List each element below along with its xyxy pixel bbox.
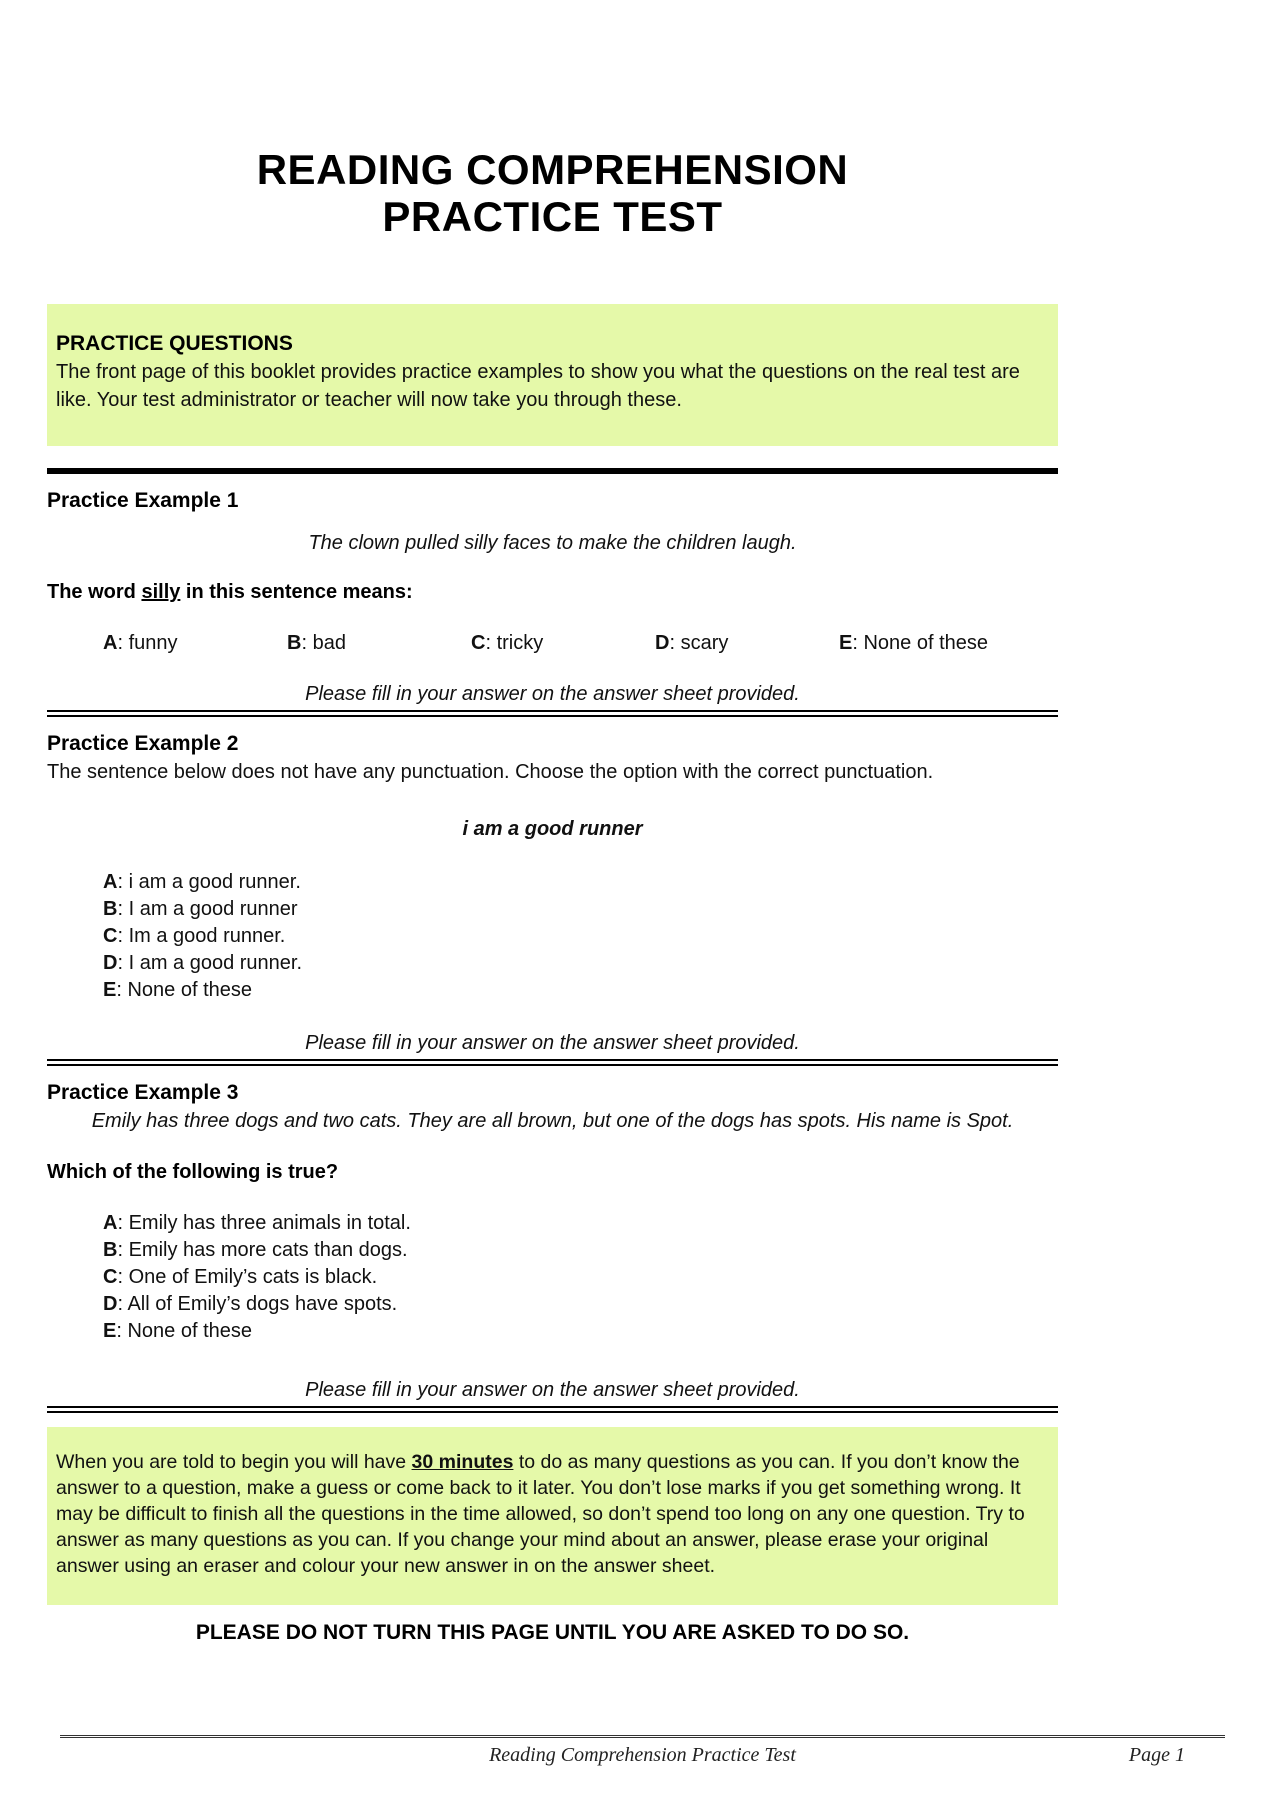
option-separator: : bbox=[669, 632, 681, 654]
option-letter: C bbox=[471, 632, 486, 654]
practice-example-1 bbox=[47, 488, 1058, 708]
instructions-text-before: When you are told to begin you will have bbox=[56, 1451, 412, 1473]
option-text: tricky bbox=[496, 632, 544, 654]
option-d bbox=[103, 1291, 1058, 1318]
option-text: scary bbox=[680, 632, 729, 654]
option-text: One of Emily’s cats is black. bbox=[128, 1266, 378, 1288]
example-2-answer-note: Please fill in your answer on the answer sheet provided. bbox=[305, 1032, 800, 1054]
option-separator: : bbox=[117, 632, 129, 654]
footer-document-title: Reading Comprehension Practice Test bbox=[489, 1744, 796, 1766]
option-separator: : bbox=[117, 952, 129, 974]
example-2-stimulus: i am a good runner bbox=[462, 818, 643, 840]
option-letter: C bbox=[103, 925, 118, 947]
option-a bbox=[103, 630, 287, 657]
option-text: funny bbox=[128, 632, 178, 654]
practice-questions-box bbox=[47, 304, 1058, 446]
question-text-before: The word bbox=[47, 581, 142, 603]
option-text: None of these bbox=[127, 979, 252, 1001]
option-letter: B bbox=[103, 898, 118, 920]
instructions-duration: 30 minutes bbox=[411, 1451, 514, 1473]
option-separator: : bbox=[301, 632, 313, 654]
option-separator: : bbox=[117, 1239, 129, 1261]
question-text-after: in this sentence means: bbox=[180, 581, 413, 603]
option-c bbox=[103, 1264, 1058, 1291]
option-c bbox=[103, 923, 1058, 950]
option-text: None of these bbox=[127, 1320, 252, 1342]
option-d bbox=[103, 950, 1058, 977]
footer-page-number: Page 1 bbox=[1128, 1744, 1185, 1766]
option-b bbox=[103, 1237, 1058, 1264]
practice-example-2 bbox=[47, 731, 1058, 1057]
option-separator: : bbox=[852, 632, 864, 654]
option-text: Emily has more cats than dogs. bbox=[128, 1239, 408, 1261]
option-separator: : bbox=[117, 1266, 129, 1288]
example-1-answer-note: Please fill in your answer on the answer sheet provided. bbox=[305, 683, 800, 705]
option-letter: B bbox=[287, 632, 302, 654]
option-text: All of Emily’s dogs have spots. bbox=[127, 1293, 398, 1315]
instructions-text-after: to do as many questions as you can. If you don’t know the answer to a question, make a guess or come back to it later. You don’t lose marks if you get something wrong. It may be difficult to finish all the questions in the time allowed, so don’t spend too long on any one question. Try to answer as many questions as you can. If you change your mind about an answer, please erase your original answer using an eraser and colour your new answer in on the answer sheet. bbox=[56, 1451, 1025, 1577]
option-letter: A bbox=[103, 632, 118, 654]
option-separator: : bbox=[117, 1212, 129, 1234]
practice-questions-heading: PRACTICE QUESTIONS bbox=[56, 332, 293, 355]
example-1-options bbox=[47, 630, 1058, 657]
page-title bbox=[47, 0, 1058, 240]
example-1-heading: Practice Example 1 bbox=[47, 489, 239, 512]
example-3-heading: Practice Example 3 bbox=[47, 1081, 239, 1104]
example-3-answer-note: Please fill in your answer on the answer sheet provided. bbox=[305, 1379, 800, 1401]
option-separator: : bbox=[485, 632, 497, 654]
option-text: I am a good runner bbox=[128, 898, 298, 920]
option-c bbox=[471, 630, 655, 657]
option-e bbox=[103, 977, 1058, 1004]
section-divider bbox=[47, 1406, 1058, 1413]
option-separator: : bbox=[117, 925, 129, 947]
option-letter: E bbox=[839, 632, 853, 654]
option-letter: A bbox=[103, 1212, 118, 1234]
option-text: i am a good runner. bbox=[128, 871, 301, 893]
example-3-question: Which of the following is true? bbox=[47, 1161, 339, 1183]
option-letter: A bbox=[103, 871, 118, 893]
option-letter: E bbox=[103, 979, 117, 1001]
timing-instructions-box bbox=[47, 1427, 1058, 1605]
section-divider bbox=[47, 468, 1058, 474]
do-not-turn-warning: PLEASE DO NOT TURN THIS PAGE UNTIL YOU ARE ASKED TO DO SO. bbox=[195, 1621, 910, 1644]
example-3-stimulus: Emily has three dogs and two cats. They are all brown, but one of the dogs has spots. His name is Spot. bbox=[91, 1110, 1014, 1132]
option-separator: : bbox=[117, 1293, 128, 1315]
option-text: I am a good runner. bbox=[128, 952, 303, 974]
practice-example-3 bbox=[47, 1080, 1058, 1404]
option-letter: B bbox=[103, 1239, 118, 1261]
option-text: bad bbox=[312, 632, 346, 654]
section-divider bbox=[47, 710, 1058, 717]
option-e bbox=[103, 1318, 1058, 1345]
option-b bbox=[287, 630, 471, 657]
section-divider bbox=[47, 1059, 1058, 1066]
option-text: Emily has three animals in total. bbox=[128, 1212, 411, 1234]
page-title-line1: READING COMPREHENSION bbox=[256, 146, 849, 193]
option-letter: E bbox=[103, 1320, 117, 1342]
example-2-intro: The sentence below does not have any punctuation. Choose the option with the correct punctuation. bbox=[47, 761, 934, 783]
option-letter: D bbox=[103, 952, 118, 974]
example-2-heading: Practice Example 2 bbox=[47, 732, 239, 755]
option-a bbox=[103, 1210, 1058, 1237]
option-d bbox=[655, 630, 839, 657]
page-content bbox=[47, 0, 1058, 1647]
option-e bbox=[839, 630, 988, 657]
option-separator: : bbox=[117, 898, 129, 920]
example-3-options bbox=[47, 1210, 1058, 1345]
example-2-options bbox=[47, 869, 1058, 1004]
example-1-stimulus: The clown pulled silly faces to make the children laugh. bbox=[308, 532, 797, 554]
option-b bbox=[103, 896, 1058, 923]
option-text: None of these bbox=[863, 632, 988, 654]
practice-questions-body: The front page of this booklet provides practice examples to show you what the questions on the real test are like. Your test administrator or teacher will now take you through these. bbox=[56, 361, 1020, 411]
option-letter: C bbox=[103, 1266, 118, 1288]
option-separator: : bbox=[116, 1320, 128, 1342]
option-separator: : bbox=[116, 979, 128, 1001]
option-letter: D bbox=[103, 1293, 118, 1315]
option-letter: D bbox=[655, 632, 670, 654]
page-footer bbox=[60, 1735, 1225, 1778]
option-text: Im a good runner. bbox=[128, 925, 286, 947]
option-a bbox=[103, 869, 1058, 896]
option-separator: : bbox=[117, 871, 129, 893]
example-1-question bbox=[47, 579, 1058, 606]
page-title-line2: PRACTICE TEST bbox=[382, 193, 723, 240]
question-underlined-word: silly bbox=[141, 581, 181, 603]
